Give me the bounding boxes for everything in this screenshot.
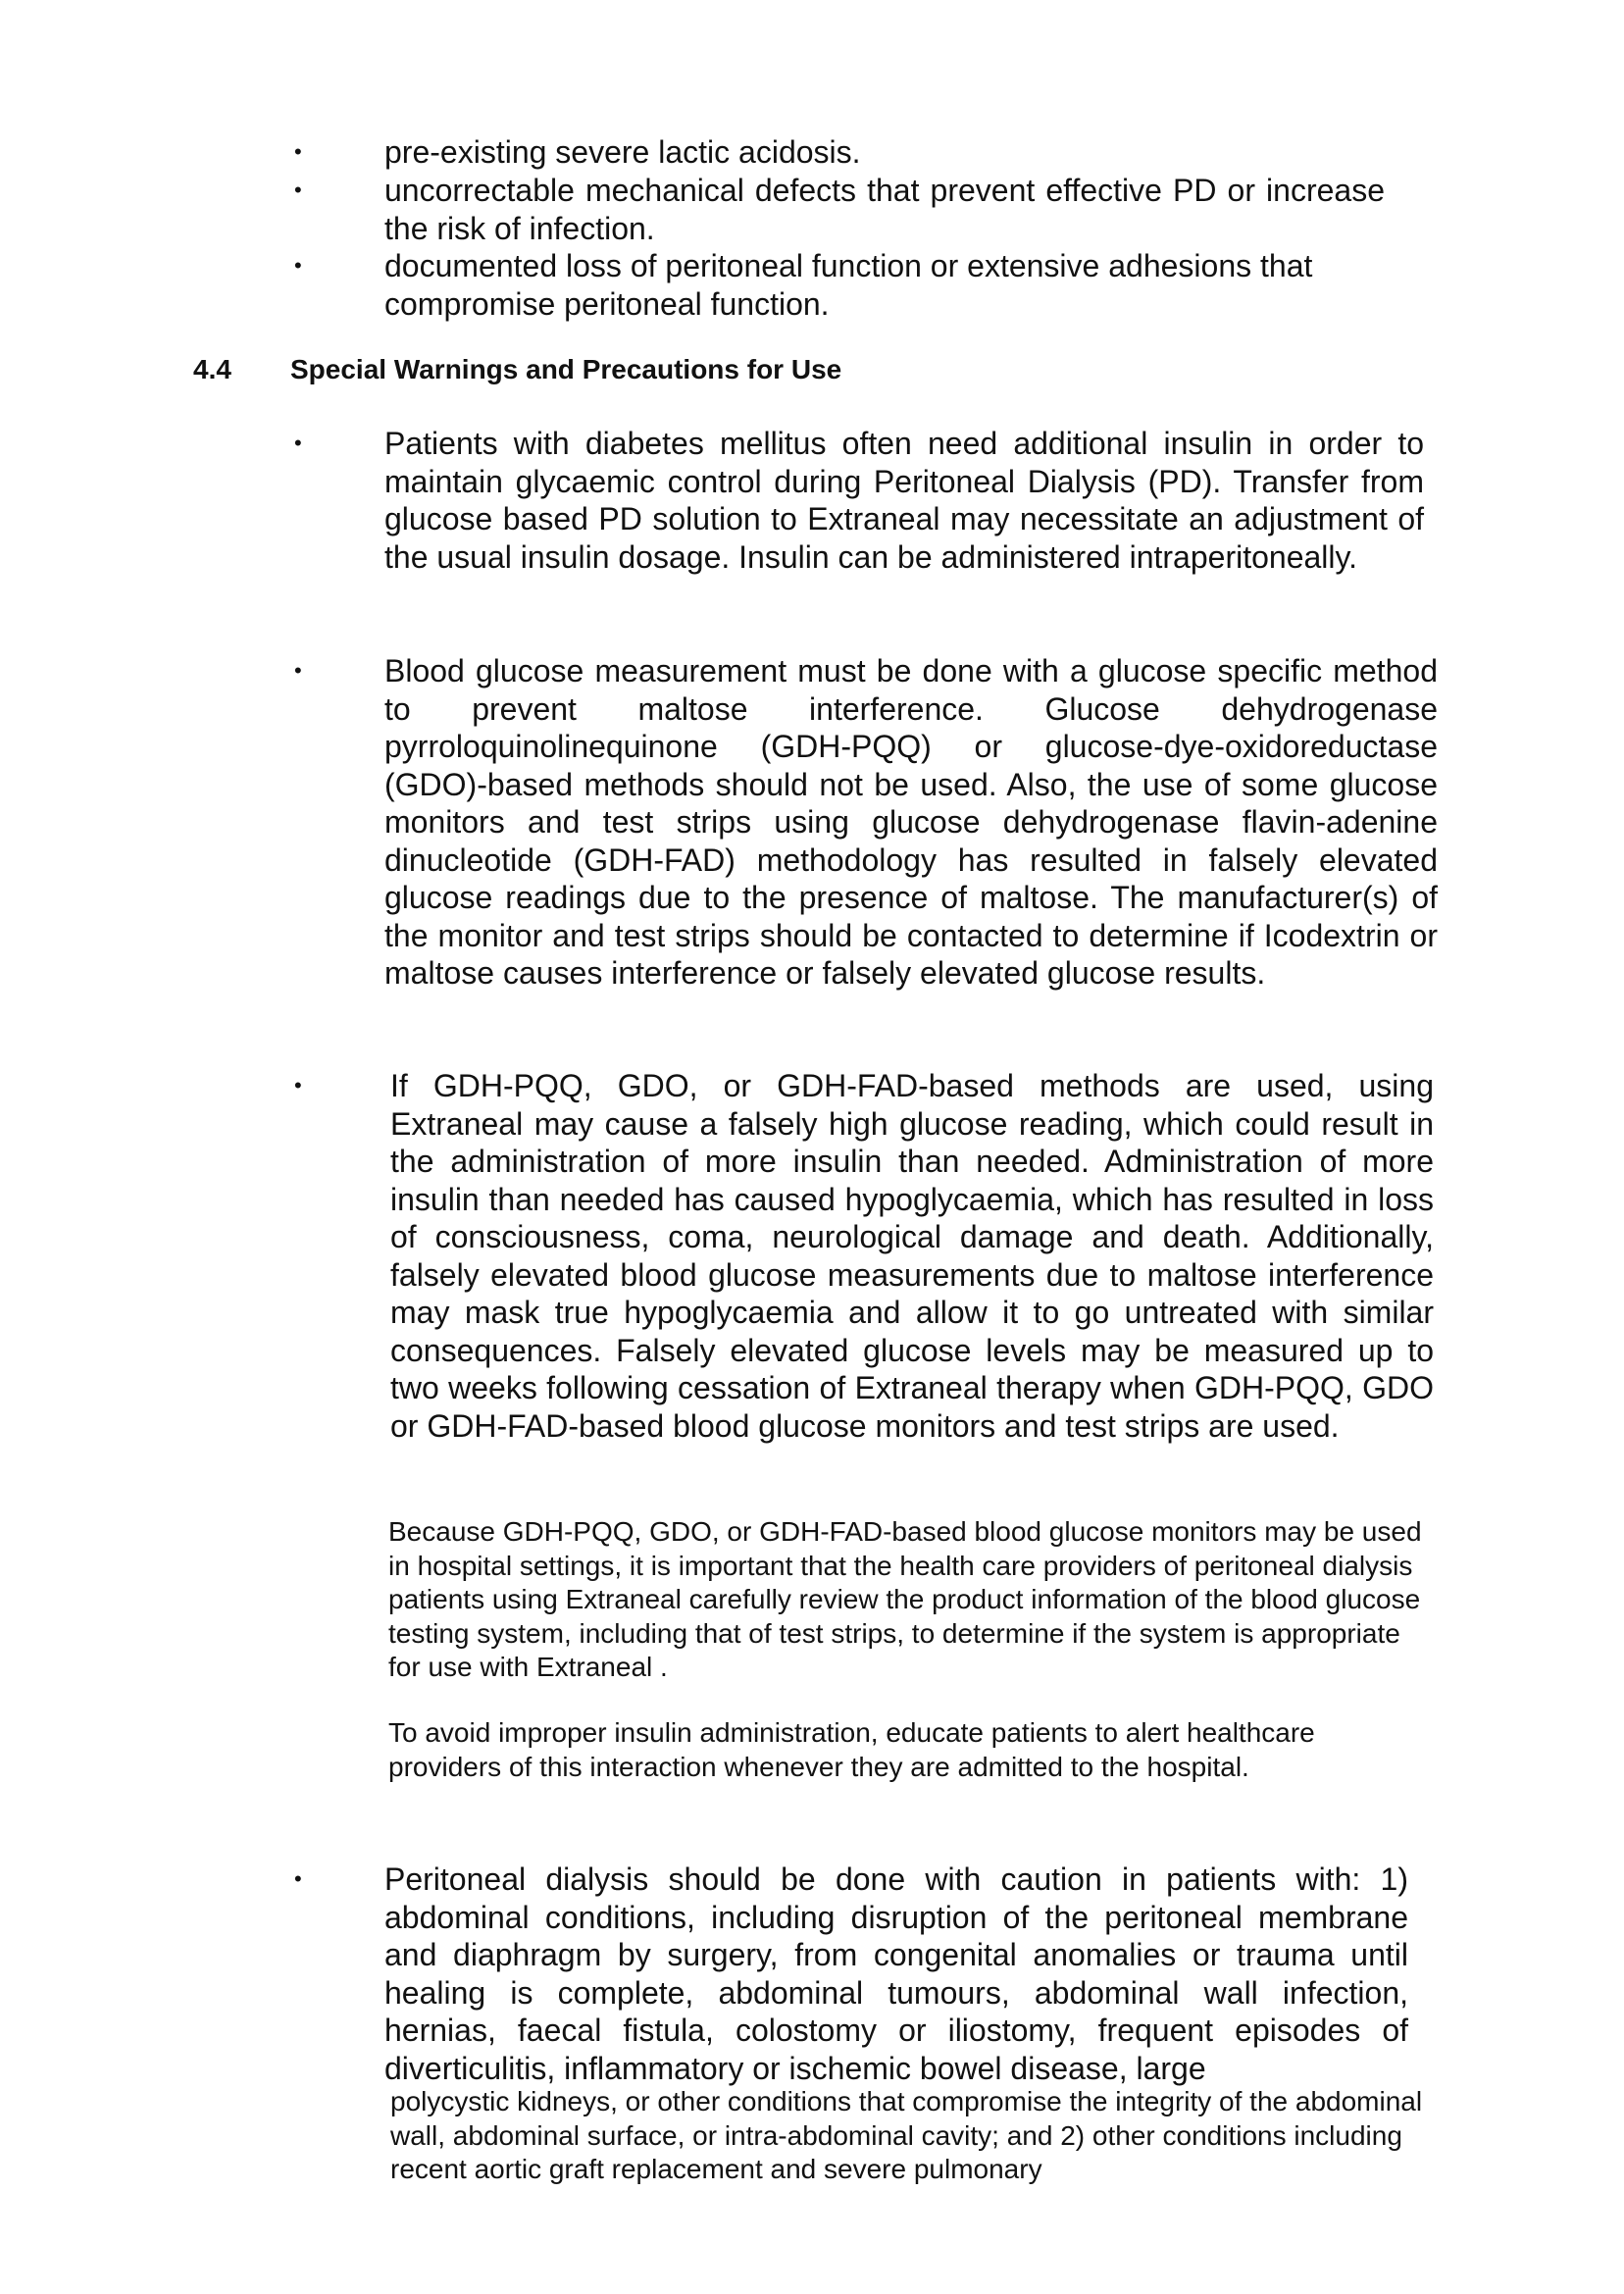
bullet-marker: • [294,1866,302,1891]
warning-diabetes-text: Patients with diabetes mellitus often need additional insulin in order to maintain glycaemic control during Peritoneal Dialysis (PD). Transfer from glucose based PD solution to Extraneal may necessitate an adjustment of the usual insulin dosage. Insulin can be administered intraperitoneally. [384,426,1424,575]
list-item-text: pre-existing severe lactic acidosis. [384,134,861,170]
bullet-marker: • [294,1073,302,1097]
bullet-marker: • [294,178,302,202]
bullet-marker: • [294,658,302,683]
section-title: Special Warnings and Precautions for Use [290,354,842,384]
caution-continued-text: polycystic kidneys, or other conditions that compromise the integrity of the abdominal wall, abdominal surface, or intra-abdominal cavity; and 2) other conditions including recent aortic graft replacement and severe pulmonary [390,2086,1423,2184]
bullet-marker: • [294,431,302,455]
bullet-marker: • [294,139,302,164]
warning-caution-text: Peritoneal dialysis should be done with caution in patients with: 1) abdominal conditions, including disruption of the peritoneal membrane and diaphragm by surgery, from congenital anomalies or trauma until healing is complete, abdominal tumours, abdominal wall infection, hernias, faecal fistula, colostomy or iliostomy, frequent episodes of diverticulitis, inflammatory or ischemic bowel disease, large [384,1861,1408,2086]
warning-gdh-methods-text: If GDH-PQQ, GDO, or GDH-FAD-based methods are used, using Extraneal may cause a falsely high glucose reading, which could result in the administration of more insulin than needed. Administration of more insulin than needed has caused hypoglycaemia, which has resulted in loss of consciousness, coma, neurological damage and death. Additionally, falsely elevated blood glucose measurements due to maltose interference may mask true hypoglycaemia and allow it to go untreated with similar consequences. Falsely elevated glucose levels may be measured up to two weeks following cessation of Extraneal therapy when GDH-PQQ, GDO or GDH-FAD-based blood glucose monitors and test strips are used. [390,1068,1434,1444]
list-item-text: uncorrectable mechanical defects that prevent effective PD or increase the risk of infection. [384,173,1385,246]
educate-patients-paragraph: To avoid improper insulin administration, educate patients to alert healthcare providers of this interaction whenever they are admitted to the hospital. [388,1717,1315,1782]
warning-glucose-measurement-text: Blood glucose measurement must be done with a glucose specific method to prevent maltose interference. Glucose dehydrogenase pyrroloquinolinequinone (GDH-PQQ) or glucose-dye-oxidoreductase (GDO)-based methods should not be used. Also, the use of some glucose monitors and test strips using glucose dehydrogenase flavin-adenine dinucleotide (GDH-FAD) methodology has resulted in falsely elevated glucose readings due to the presence of maltose. The manufacturer(s) of the monitor and test strips should be contacted to determine if Icodextrin or maltose causes interference or falsely elevated glucose results. [384,653,1438,991]
bullet-marker: • [294,253,302,278]
hospital-settings-paragraph: Because GDH-PQQ, GDO, or GDH-FAD-based blood glucose monitors may be used in hospital settings, it is important that the health care providers of peritoneal dialysis patients using Extraneal carefully review the product information of the blood glucose testing system, including that of test strips, to determine if the system is appropriate for use with Extraneal . [388,1516,1422,1682]
section-number: 4.4 [193,354,231,384]
list-item-text: documented loss of peritoneal function or extensive adhesions that compromise peritoneal function. [384,248,1313,322]
